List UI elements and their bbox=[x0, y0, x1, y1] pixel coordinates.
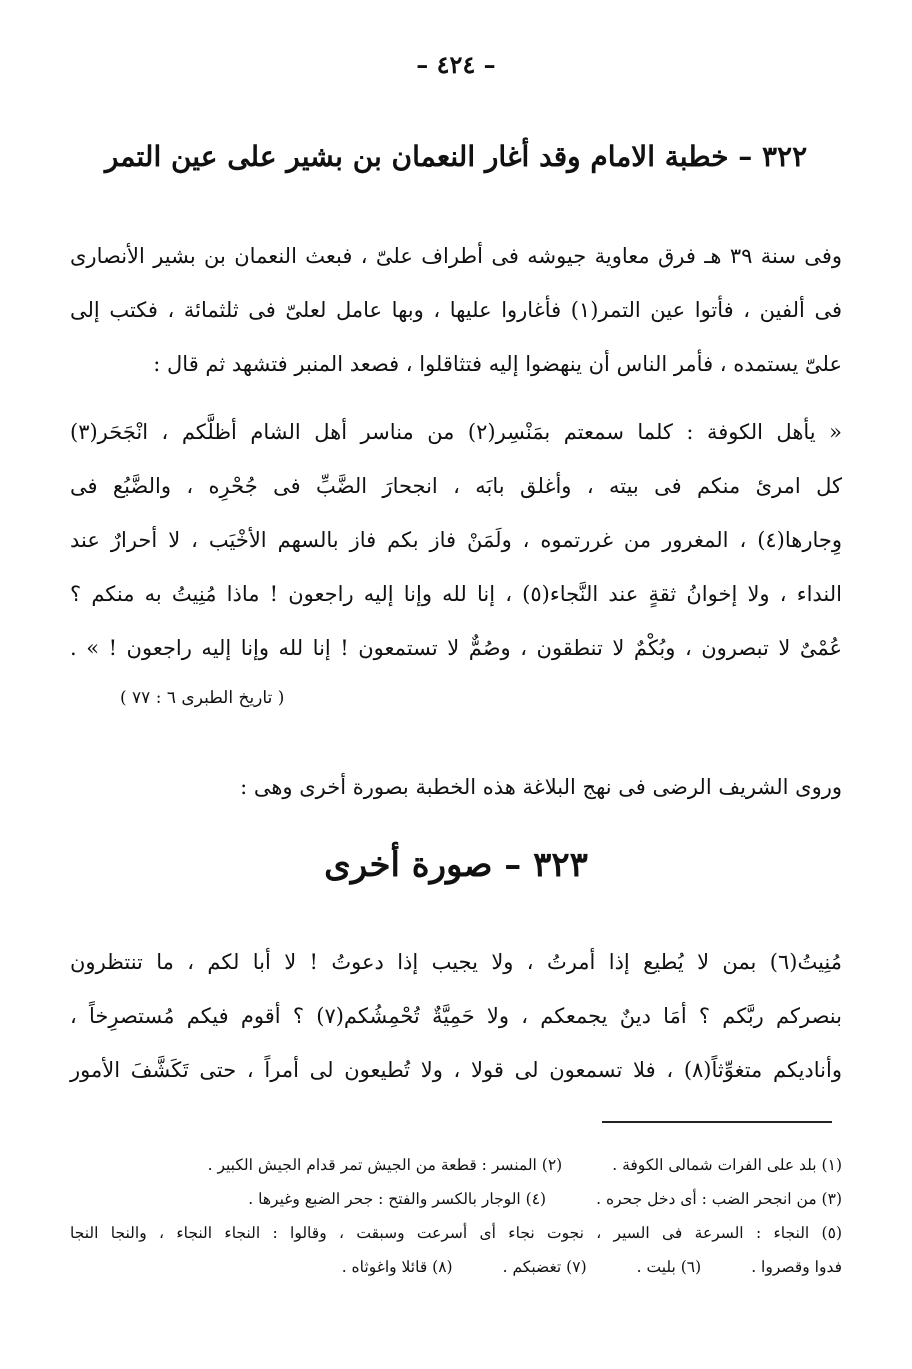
footnote-5-continued: فدوا وقصروا . bbox=[751, 1258, 842, 1276]
footnote-row bbox=[70, 1148, 842, 1182]
footnote-row bbox=[70, 1182, 842, 1216]
footnote-row bbox=[70, 1250, 842, 1284]
footnote-1: (١) بلد على الفرات شمالى الكوفة . bbox=[612, 1156, 842, 1174]
footnote-5: (٥) النجاء : السرعة فى السير ، نجوت نجاء أى أسرعت وسبقت ، وقالوا : النجاء النجاء ، والنجا النجا bbox=[70, 1224, 842, 1242]
footnote-7: (٧) تغضبكم . bbox=[502, 1258, 587, 1276]
text-line: علىّ يستمده ، فأمر الناس أن ينهضوا إليه فتثاقلوا ، فصعد المنبر فتشهد ثم قال : bbox=[153, 352, 842, 376]
footnote-divider bbox=[602, 1121, 832, 1123]
text-line: وِجارها(٤) ، المغرور من غررتموه ، ولَمَنْ فاز بكم فاز بالسهم الأخْيَب ، لا أحرارٌ عند bbox=[70, 528, 842, 552]
text-line: مُنِيتُ(٦) بمن لا يُطيع إذا أمرتُ ، ولا يجيب إذا دعوتُ ! لا أبا لكم ، ما تنتظرون bbox=[70, 950, 842, 974]
footnote-3: (٣) من انجحر الضب : أى دخل جحره . bbox=[596, 1190, 842, 1208]
section-subtitle: ٣٢٣ – صورة أخرى bbox=[324, 845, 588, 885]
text-line: كل امرئ منكم فى بيته ، وأغلق بابَه ، انجحارَ الضَّبِّ فى جُحْرِه ، والضَّبُع فى bbox=[70, 474, 842, 498]
footnote-4: (٤) الوجار بالكسر والفتح : جحر الضبع وغيرها . bbox=[248, 1190, 547, 1208]
text-line: « يأهل الكوفة : كلما سمعتم بمَنْسِر(٢) من مناسر أهل الشام أظلَّكم ، انْجَحَر(٣) bbox=[70, 420, 842, 444]
text-line: النداء ، ولا إخوانُ ثقةٍ عند النَّجاء(٥) ، إنا لله وإنا إليه راجعون ! ماذا مُنِيتُ به منكم ؟ bbox=[70, 582, 842, 606]
page-number: – ٤٢٤ – bbox=[416, 50, 496, 79]
source-citation: ( تاريخ الطبرى ٦ : ٧٧ ) bbox=[120, 688, 285, 708]
transition-sentence: وروى الشريف الرضى فى نهج البلاغة هذه الخطبة بصورة أخرى وهى : bbox=[240, 775, 842, 799]
text-line: وفى سنة ٣٩ هـ فرق معاوية جيوشه فى أطراف علىّ ، فبعث النعمان بن بشير الأنصارى bbox=[70, 244, 842, 268]
text-line: بنصركم ربَّكم ؟ أمَا دينٌ يجمعكم ، ولا حَمِيَّةٌ تُحْمِشُكم(٧) ؟ أقوم فيكم مُستصرِخاً ، bbox=[70, 1004, 842, 1028]
text-line: عُمْىٌ لا تبصرون ، وبُكْمٌ لا تنطقون ، وصُمٌّ لا تستمعون ! إنا لله وإنا إليه راجعون ! » . bbox=[70, 636, 842, 660]
footnote-8: (٨) قائلا واغوثاه . bbox=[341, 1258, 453, 1276]
section-title: ٣٢٢ – خطبة الامام وقد أغار النعمان بن بشير على عين التمر bbox=[104, 140, 808, 173]
footnote-6: (٦) بليت . bbox=[636, 1258, 702, 1276]
footnote-2: (٢) المنسر : قطعة من الجيش تمر قدام الجيش الكبير . bbox=[207, 1156, 563, 1174]
text-line: فى ألفين ، فأتوا عين التمر(١) فأغاروا عليها ، وبها عامل لعلىّ فى ثلثمائة ، فكتب إلى bbox=[70, 298, 842, 322]
text-line: وأناديكم متغوِّثاً(٨) ، فلا تسمعون لى قولا ، ولا تُطيعون لى أمراً ، حتى تَكَشَّفَ الأمور bbox=[70, 1058, 842, 1082]
